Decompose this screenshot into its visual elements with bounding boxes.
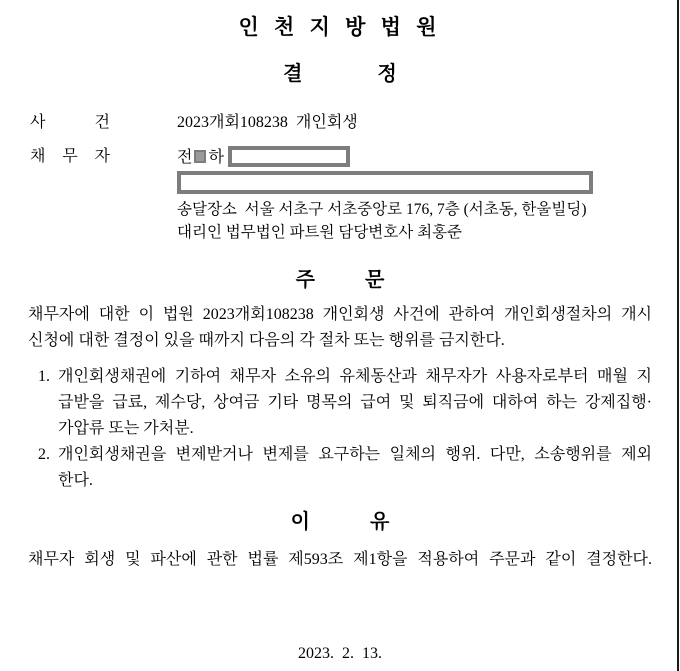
order-item-2 bbox=[28, 442, 652, 494]
order-heading: 주 문 bbox=[295, 269, 385, 291]
order-intro-line: 채무자에 대한 이 법원 2023개회108238 개인회생 사건에 관하여 개인회생절차의 개시 bbox=[28, 306, 652, 323]
redaction-box-name bbox=[228, 146, 350, 167]
scan-edge-line bbox=[677, 0, 679, 671]
case-number: 2023개회108238 개인회생 bbox=[177, 114, 358, 131]
case-label: 사 건 bbox=[30, 114, 110, 131]
redaction-square bbox=[194, 150, 206, 163]
item-number: 2. bbox=[38, 446, 50, 463]
attorney-line: 대리인 법무법인 파트원 담당변호사 최홍준 bbox=[177, 224, 463, 241]
order-item-1 bbox=[28, 364, 652, 442]
reason-heading: 이 유 bbox=[290, 511, 390, 533]
order-item-line: 개인회생채권에 기하여 채무자 소유의 유체동산과 채무자가 사용자로부터 매월 지 bbox=[58, 368, 652, 385]
order-item-line: 개인회생채권을 변제받거나 변제를 요구하는 일체의 행위. 다만, 소송행위를 제외 bbox=[58, 446, 652, 463]
decision-title: 결 정 bbox=[283, 63, 397, 85]
service-address: 송달장소 서울 서초구 서초중앙로 176, 7층 (서초동, 한울빌딩) bbox=[177, 201, 587, 218]
order-item-line: 한다. bbox=[58, 472, 93, 489]
debtor-label: 채 무 자 bbox=[30, 148, 110, 165]
redaction-box-address bbox=[177, 171, 593, 194]
order-intro bbox=[28, 302, 652, 354]
item-number: 1. bbox=[38, 368, 50, 385]
debtor-name-prefix: 전 bbox=[177, 149, 193, 166]
debtor-name bbox=[177, 146, 350, 168]
order-item-line: 급받을 급료, 제수당, 상여금 기타 명목의 급여 및 퇴직금에 대하여 하는 강제집행· bbox=[58, 394, 652, 411]
case-info-block bbox=[28, 112, 652, 243]
order-list bbox=[28, 364, 652, 494]
order-item-line: 가압류 또는 가처분. bbox=[58, 420, 194, 437]
debtor-row bbox=[28, 146, 652, 168]
decision-date: 2023. 2. 13. bbox=[298, 645, 382, 662]
court-title: 인 천 지 방 법 원 bbox=[238, 15, 442, 39]
debtor-name-suffix: 하 bbox=[208, 149, 224, 166]
case-number-row bbox=[28, 112, 652, 133]
order-intro-line: 신청에 대한 결정이 있을 때까지 다음의 각 절차 또는 행위를 금지한다. bbox=[28, 332, 505, 349]
reason-text: 채무자 회생 및 파산에 관한 법률 제593조 제1항을 적용하여 주문과 같이 결정한다. bbox=[28, 551, 652, 568]
